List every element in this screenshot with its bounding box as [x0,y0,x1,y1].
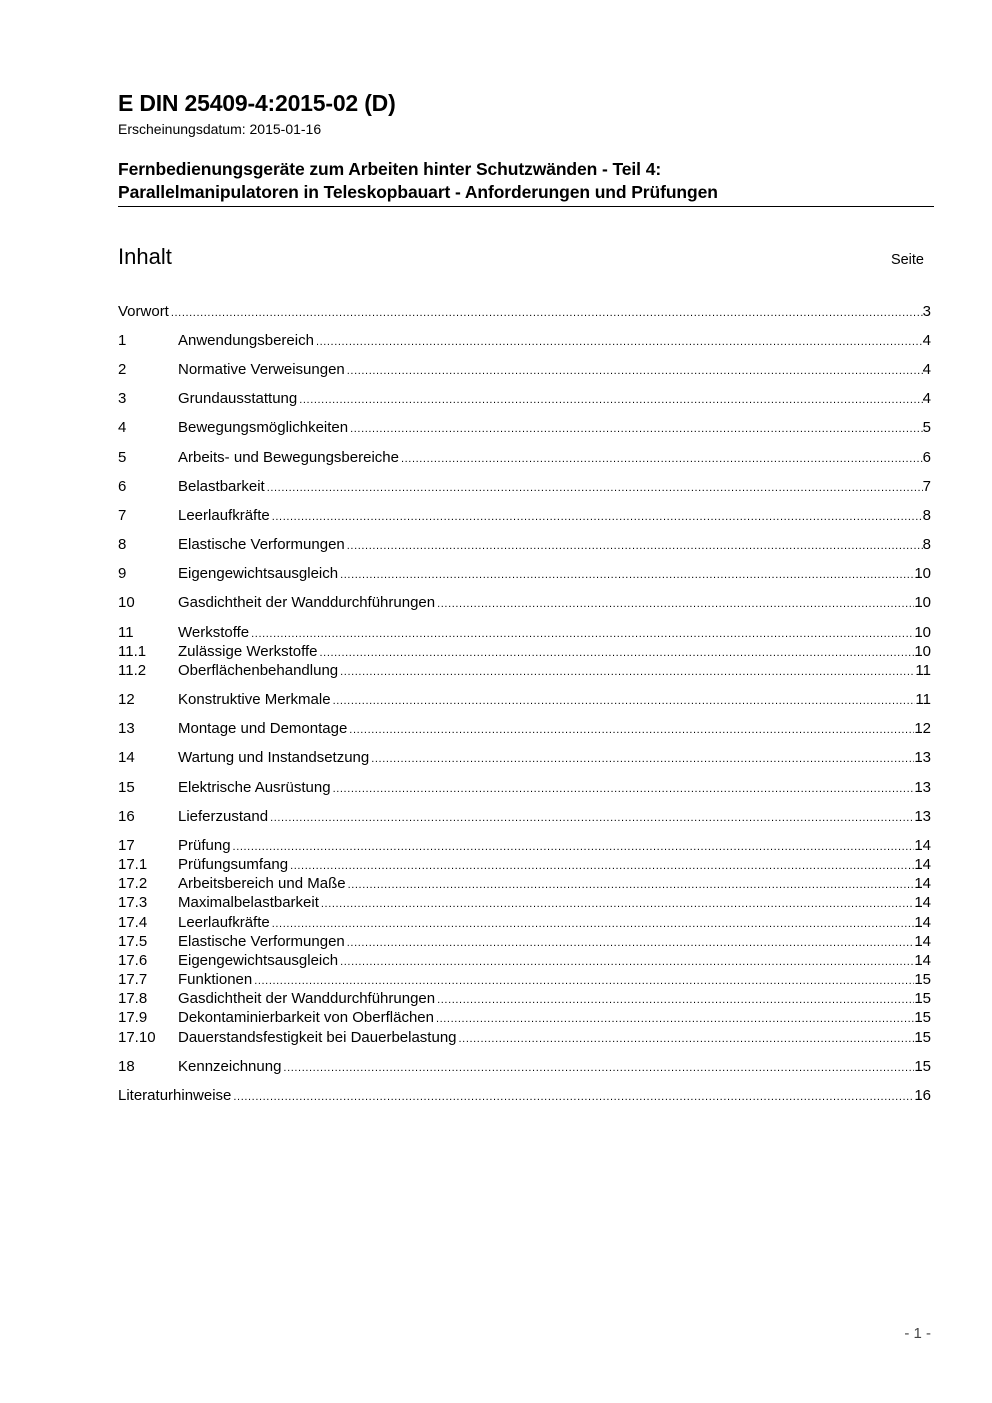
toc-entry-leader [331,780,915,799]
toc-entry[interactable] [118,360,931,379]
toc-entry-label: Oberflächenbehandlung [178,662,339,679]
toc-entry-page: 4 [922,361,931,378]
toc-entry-number: 3 [118,390,127,407]
toc-entry-number: 13 [118,720,135,737]
toc-entry-label: Gasdichtheit der Wanddurchführungen [178,990,436,1007]
toc-entry-leader [319,895,914,914]
toc-entry-page: 15 [914,1029,931,1046]
toc-entry-leader [314,333,923,352]
toc-entry-number: 17.3 [118,894,148,911]
toc-entry-page: 10 [914,565,931,582]
toc-entry-leader [338,663,915,682]
toc-entry-label: Vorwort [118,303,169,320]
toc-entry-number: 17.7 [118,971,148,988]
toc-entry-page: 14 [914,952,931,969]
document-title [118,158,933,204]
toc-entry[interactable] [118,893,931,912]
toc-entry-leader [345,537,923,556]
toc-entry-number: 11.2 [118,662,147,679]
toc-entry[interactable] [118,855,931,874]
toc-entry-page: 11 [915,691,931,708]
toc-entry[interactable] [118,989,931,1008]
toc-entry[interactable] [118,506,931,525]
toc-entry-page: 12 [914,720,931,737]
toc-entry-page: 8 [922,536,931,553]
toc-entry-number: 17.5 [118,933,148,950]
toc-entry[interactable] [118,661,931,680]
toc-entry-label: Belastbarkeit [178,478,265,495]
toc-entry-label: Dauerstandsfestigkeit bei Dauerbelastung [178,1029,457,1046]
toc-entry-leader [297,391,922,410]
document-title-line-2: Parallelmanipulatoren in Teleskopbauart - Anforderungen und Prüfungen [118,182,718,202]
toc-entry[interactable] [118,448,931,467]
toc-entry-label: Elektrische Ausrüstung [178,779,331,796]
toc-entry[interactable] [118,932,931,951]
toc-entry-page: 10 [914,594,931,611]
toc-entry-leader [347,721,914,740]
toc-entry-page: 13 [914,808,931,825]
toc-entry-label: Elastische Verformungen [178,536,345,553]
toc-entry-page: 6 [922,449,931,466]
toc-entry-page: 14 [914,894,931,911]
toc-entry-page: 15 [914,971,931,988]
toc-entry[interactable] [118,778,931,797]
toc-entry[interactable] [118,719,931,738]
page-number: - 1 - [904,1325,931,1342]
toc-entry-number: 9 [118,565,127,582]
toc-entry-number: 17 [118,837,135,854]
toc-entry-label: Gasdichtheit der Wanddurchführungen [178,594,436,611]
toc-entry[interactable] [118,807,931,826]
toc-entry-page: 14 [914,914,931,931]
toc-entry-page: 15 [914,1009,931,1026]
toc-entry-page: 3 [922,303,931,320]
toc-entry[interactable] [118,951,931,970]
toc-entry[interactable] [118,874,931,893]
toc-entry-number: 17.4 [118,914,148,931]
toc-entry-label: Bewegungsmöglichkeiten [178,419,349,436]
toc-entry-label: Arbeits- und Bewegungsbereiche [178,449,399,466]
toc-entry-number: 17.8 [118,990,148,1007]
toc-entry-number: 7 [118,507,127,524]
toc-entry-number: 11 [118,624,134,641]
toc-entry[interactable] [118,1008,931,1027]
toc-entry-number: 17.9 [118,1009,148,1026]
toc-entry-page: 14 [914,875,931,892]
toc-entry-number: 5 [118,449,127,466]
toc-heading: Inhalt [118,244,172,269]
toc-entry-page: 7 [922,478,931,495]
toc-entry-number: 1 [118,332,127,349]
toc-entry-label: Kennzeichnung [178,1058,282,1075]
toc-entry-page: 14 [914,837,931,854]
toc-entry-leader [435,595,914,614]
document-title-line-1: Fernbedienungsgeräte zum Arbeiten hinter Schutzwänden - Teil 4: [118,159,662,179]
toc-entry[interactable] [118,593,931,612]
toc-entry[interactable] [118,1086,931,1105]
toc-entry-label: Prüfung [178,837,231,854]
toc-entry-number: 15 [118,779,135,796]
toc-entry-leader [268,809,914,828]
toc-entry-label: Anwendungsbereich [178,332,314,349]
toc-entry-label: Elastische Verformungen [178,933,345,950]
toc-entry-number: 17.6 [118,952,148,969]
toc-entry-label: Prüfungsumfang [178,856,289,873]
toc-entry-number: 2 [118,361,127,378]
toc-entry-page: 10 [914,624,931,641]
toc-entry-number: 4 [118,419,127,436]
toc-entry-page: 16 [914,1087,931,1104]
toc-entry-leader [369,750,914,769]
toc-entry-page: 10 [914,643,931,660]
toc-entry-leader [270,508,923,527]
toc-entry-page: 14 [914,856,931,873]
publication-date: Erscheinungsdatum: 2015-01-16 [118,121,322,137]
toc-entry-page: 5 [922,419,931,436]
toc-entry-leader [348,420,923,439]
toc-entry-leader [399,450,923,469]
toc-entry[interactable] [118,477,931,496]
title-divider [118,206,934,207]
toc-entry[interactable] [118,913,931,932]
toc-entry-number: 12 [118,691,135,708]
toc-entry[interactable] [118,690,931,709]
toc-entry-number: 16 [118,808,135,825]
toc-entry-page: 11 [915,662,931,679]
toc-entry-label: Literaturhinweise [118,1087,232,1104]
toc-entry-leader [231,1088,914,1107]
toc-entry-label: Leerlaufkräfte [178,914,270,931]
toc-entry-number: 6 [118,478,127,495]
toc-entry-label: Konstruktive Merkmale [178,691,331,708]
toc-entry[interactable] [118,564,931,583]
toc-entry-label: Dekontaminierbarkeit von Oberflächen [178,1009,434,1026]
toc-entry-page: 4 [922,390,931,407]
toc-entry-label: Maximalbelastbarkeit [178,894,319,911]
toc-entry-page: 15 [914,1058,931,1075]
toc-entry-label: Funktionen [178,971,253,988]
toc-entry-number: 8 [118,536,127,553]
toc-entry-leader [281,1059,914,1078]
toc-entry-page: 14 [914,933,931,950]
toc-entry-number: 14 [118,749,135,766]
toc-entry[interactable] [118,535,931,554]
toc-entry-leader [457,1030,915,1049]
document-number: E DIN 25409-4:2015-02 (D) [118,90,396,116]
toc-entry-number: 17.10 [118,1029,156,1046]
toc-page-column-heading: Seite [890,252,924,268]
toc-entry-label: Eigengewichtsausgleich [178,952,339,969]
toc-entry-leader [169,304,923,323]
toc-entry-leader [338,566,914,585]
toc-entry-label: Montage und Demontage [178,720,348,737]
toc-entry-leader [331,692,916,711]
toc-entry[interactable] [118,302,931,321]
toc-entry-label: Zulässige Werkstoffe [178,643,318,660]
toc-entry-number: 11.1 [118,643,147,660]
toc-entry-label: Wartung und Instandsetzung [178,749,370,766]
toc-entry[interactable] [118,418,931,437]
toc-entry-label: Werkstoffe [178,624,250,641]
toc-entry-leader [265,479,923,498]
toc-entry-leader [434,1010,914,1029]
toc-entry[interactable] [118,331,931,350]
toc-entry-page: 13 [914,749,931,766]
toc-entry[interactable] [118,623,931,642]
toc-entry-number: 18 [118,1058,135,1075]
toc-entry-label: Arbeitsbereich und Maße [178,875,346,892]
toc-entry-label: Grundausstattung [178,390,298,407]
toc-entry-page: 4 [922,332,931,349]
toc-entry[interactable] [118,389,931,408]
toc-entry-label: Eigengewichtsausgleich [178,565,339,582]
toc-entry-number: 17.2 [118,875,148,892]
toc-entry-page: 13 [914,779,931,796]
toc-entry[interactable] [118,748,931,767]
toc-entry-leader [345,362,923,381]
toc-entry-number: 10 [118,594,135,611]
toc-entry-page: 15 [914,990,931,1007]
toc-entry-label: Leerlaufkräfte [178,507,270,524]
toc-entry[interactable] [118,642,931,661]
toc-entry[interactable] [118,1057,931,1076]
toc-entry-number: 17.1 [118,856,148,873]
toc-entry-page: 8 [922,507,931,524]
toc-entry[interactable] [118,836,931,855]
toc-entry-label: Normative Verweisungen [178,361,345,378]
toc-entry-label: Lieferzustand [178,808,269,825]
toc-entry[interactable] [118,1028,931,1047]
toc-entry[interactable] [118,970,931,989]
